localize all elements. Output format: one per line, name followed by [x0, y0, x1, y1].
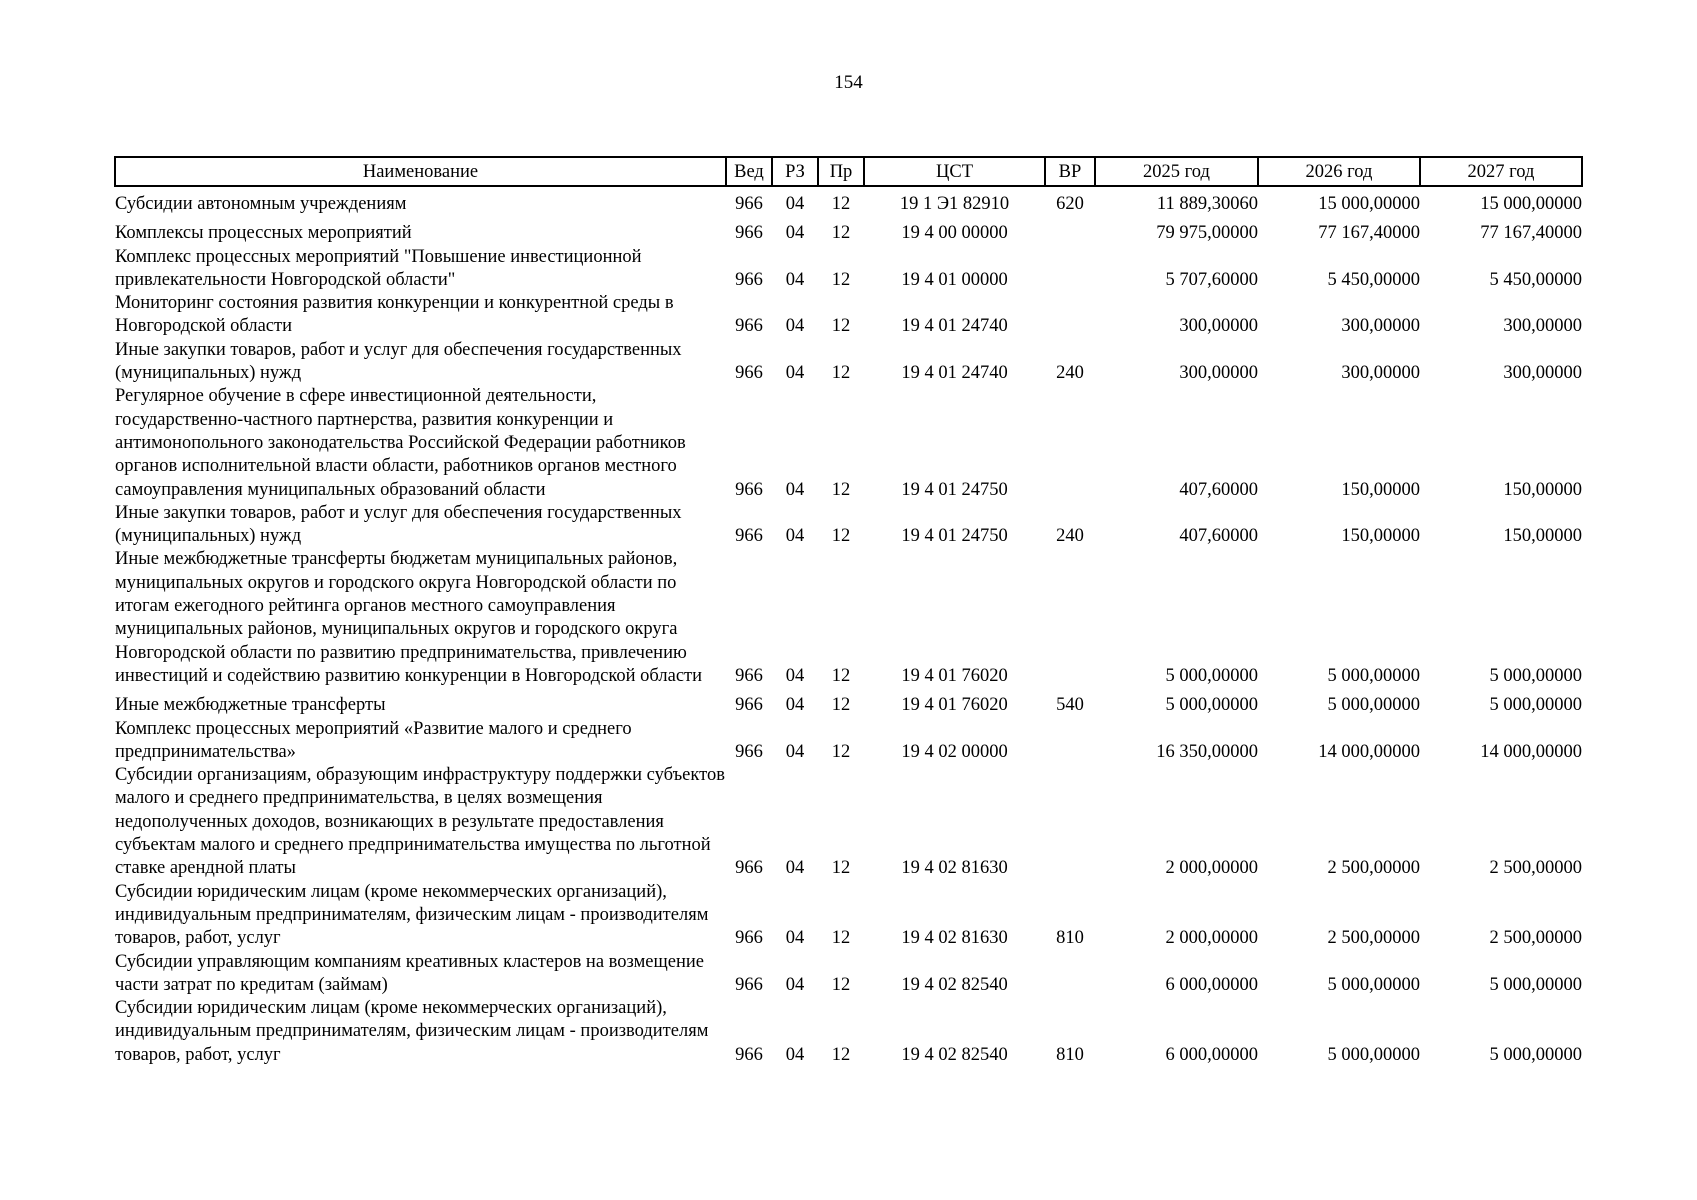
table-row — [115, 339, 1582, 386]
row-cst: 19 4 01 00000 — [901, 269, 1008, 290]
row-2027: 14 000,00000 — [1480, 741, 1582, 762]
row-name: Мониторинг состояния развития конкуренции и конкурентной среды в Новгородской области — [115, 293, 674, 337]
row-2025: 5 707,60000 — [1165, 269, 1258, 290]
col-header-ved: Вед — [726, 157, 772, 186]
row-rz: 04 — [785, 695, 805, 716]
row-pr: 12 — [831, 665, 851, 686]
row-name: Субсидии управляющим компаниям креативных кластеров на возмещение части затрат по кредитам (займам) — [115, 951, 704, 995]
row-name: Регулярное обучение в сфере инвестиционной деятельности, государственно-частного партнерства, развития конкуренции и антимонопольного законодательства Российской Федерации работников органов исполнительной власти области, работников органов местного самоуправления муниципальных образований области — [115, 386, 686, 500]
row-cst: 19 4 01 24750 — [901, 479, 1008, 500]
col-header-2025: 2025 год — [1095, 157, 1258, 186]
row-rz: 04 — [785, 665, 805, 686]
row-name: Иные закупки товаров, работ и услуг для обеспечения государственных (муниципальных) нужд — [115, 502, 682, 547]
row-2027: 5 450,00000 — [1489, 269, 1582, 290]
row-2027: 300,00000 — [1503, 363, 1582, 384]
row-name: Субсидии юридическим лицам (кроме некоммерческих организаций), индивидуальным предпринимателям, физическим лицам - производителям товаров, работ, услуг — [115, 881, 709, 949]
row-2026: 14 000,00000 — [1318, 741, 1420, 762]
row-ved: 966 — [735, 269, 763, 290]
row-ved: 966 — [735, 858, 763, 879]
row-rz: 04 — [785, 363, 805, 384]
table-row — [115, 216, 1582, 245]
table-row — [115, 688, 1582, 717]
row-name: Комплекс процессных мероприятий "Повышение инвестиционной привлекательности Новгородской области" — [115, 246, 642, 290]
row-vr: 540 — [1056, 695, 1084, 716]
row-ved: 966 — [735, 363, 763, 384]
row-name: Иные закупки товаров, работ и услуг для обеспечения государственных (муниципальных) нужд — [115, 339, 682, 384]
row-rz: 04 — [785, 1044, 805, 1065]
row-name: Субсидии автономным учреждениям — [115, 194, 407, 214]
budget-table — [114, 156, 1583, 1067]
row-pr: 12 — [831, 316, 851, 337]
row-2027: 2 500,00000 — [1489, 928, 1582, 949]
row-rz: 04 — [785, 928, 805, 949]
row-ved: 966 — [735, 526, 763, 547]
row-pr: 12 — [831, 741, 851, 762]
row-vr — [1045, 764, 1095, 880]
row-2026: 300,00000 — [1341, 316, 1420, 337]
table-row — [115, 502, 1582, 549]
row-vr — [1045, 292, 1095, 339]
row-name: Иные межбюджетные трансферты бюджетам муниципальных районов, муниципальных округов и городского округа Новгородской области по итогам ежегодного рейтинга органов местного самоуправления муниципальных районов, муниципальных округов и городского округа Новгородской области по развитию предпринимательства, привлечению инвестиций и содействию развитию конкуренции в Новгородской области — [115, 549, 703, 686]
row-2025: 6 000,00000 — [1165, 974, 1258, 995]
row-cst: 19 4 02 81630 — [901, 858, 1008, 879]
row-2025: 16 350,00000 — [1156, 741, 1258, 762]
col-header-vr: ВР — [1045, 157, 1095, 186]
row-rz: 04 — [785, 858, 805, 879]
row-pr: 12 — [831, 695, 851, 716]
row-vr — [1045, 718, 1095, 765]
row-pr: 12 — [831, 223, 851, 244]
row-vr — [1045, 951, 1095, 998]
row-rz: 04 — [785, 223, 805, 244]
row-2025: 79 975,00000 — [1156, 223, 1258, 244]
row-ved: 966 — [735, 194, 763, 214]
row-2025: 2 000,00000 — [1165, 858, 1258, 879]
row-cst: 19 4 01 24750 — [901, 526, 1008, 547]
row-2026: 5 000,00000 — [1327, 695, 1420, 716]
row-2026: 150,00000 — [1341, 526, 1420, 547]
row-vr — [1045, 246, 1095, 293]
row-2025: 2 000,00000 — [1165, 928, 1258, 949]
row-2027: 300,00000 — [1503, 316, 1582, 337]
row-2027: 15 000,00000 — [1480, 194, 1582, 214]
row-rz: 04 — [785, 479, 805, 500]
row-2025: 300,00000 — [1179, 316, 1258, 337]
row-vr — [1045, 548, 1095, 688]
row-vr: 810 — [1056, 1044, 1084, 1065]
row-pr: 12 — [831, 858, 851, 879]
row-2026: 5 000,00000 — [1327, 665, 1420, 686]
row-cst: 19 4 02 81630 — [901, 928, 1008, 949]
row-2027: 150,00000 — [1503, 526, 1582, 547]
row-2027: 77 167,40000 — [1480, 223, 1582, 244]
row-pr: 12 — [831, 269, 851, 290]
row-vr — [1045, 216, 1095, 245]
row-2026: 150,00000 — [1341, 479, 1420, 500]
col-header-pr: Пр — [818, 157, 864, 186]
row-vr — [1045, 385, 1095, 501]
row-ved: 966 — [735, 974, 763, 995]
col-header-rz: РЗ — [772, 157, 818, 186]
table-row — [115, 997, 1582, 1067]
row-2025: 5 000,00000 — [1165, 695, 1258, 716]
row-rz: 04 — [785, 741, 805, 762]
row-2026: 5 450,00000 — [1327, 269, 1420, 290]
row-ved: 966 — [735, 1044, 763, 1065]
row-rz: 04 — [785, 269, 805, 290]
row-vr: 810 — [1056, 928, 1084, 949]
row-cst: 19 4 01 24740 — [901, 316, 1008, 337]
row-2027: 5 000,00000 — [1489, 665, 1582, 686]
table-row — [115, 385, 1582, 501]
table-row — [115, 246, 1582, 293]
row-rz: 04 — [785, 974, 805, 995]
row-name: Субсидии организациям, образующим инфраструктуру поддержки субъектов малого и среднего предпринимательства, в целях возмещения недополученных доходов, возникающих в результате предоставления субъектам малого и среднего предпринимательства имущества по льготной ставке арендной платы — [115, 765, 725, 879]
table-row — [115, 548, 1582, 688]
row-cst: 19 4 01 24740 — [901, 363, 1008, 384]
row-rz: 04 — [785, 194, 805, 214]
row-ved: 966 — [735, 741, 763, 762]
row-2027: 5 000,00000 — [1489, 1044, 1582, 1065]
row-ved: 966 — [735, 479, 763, 500]
row-pr: 12 — [831, 194, 851, 214]
row-cst: 19 4 02 82540 — [901, 1044, 1008, 1065]
row-vr: 240 — [1056, 526, 1084, 547]
row-pr: 12 — [831, 363, 851, 384]
row-2027: 5 000,00000 — [1489, 695, 1582, 716]
row-ved: 966 — [735, 223, 763, 244]
col-header-2026: 2026 год — [1258, 157, 1420, 186]
row-name: Комплексы процессных мероприятий — [115, 223, 412, 244]
col-header-cst: ЦСТ — [864, 157, 1045, 186]
row-cst: 19 4 01 76020 — [901, 695, 1008, 716]
row-2027: 2 500,00000 — [1489, 858, 1582, 879]
row-vr: 620 — [1056, 194, 1084, 214]
row-rz: 04 — [785, 316, 805, 337]
row-pr: 12 — [831, 1044, 851, 1065]
table-row — [115, 764, 1582, 880]
row-2026: 5 000,00000 — [1327, 1044, 1420, 1065]
row-2025: 407,60000 — [1179, 526, 1258, 547]
row-2027: 5 000,00000 — [1489, 974, 1582, 995]
col-header-name: Наименование — [115, 157, 726, 186]
row-vr: 240 — [1056, 363, 1084, 384]
table-header-row — [115, 157, 1582, 186]
table-row — [115, 718, 1582, 765]
row-ved: 966 — [735, 665, 763, 686]
row-pr: 12 — [831, 526, 851, 547]
row-2026: 77 167,40000 — [1318, 223, 1420, 244]
col-header-2027: 2027 год — [1420, 157, 1582, 186]
row-cst: 19 4 02 82540 — [901, 974, 1008, 995]
table-row — [115, 186, 1582, 216]
row-2025: 11 889,30060 — [1156, 194, 1258, 214]
row-2026: 15 000,00000 — [1318, 194, 1420, 214]
row-rz: 04 — [785, 526, 805, 547]
row-2026: 2 500,00000 — [1327, 928, 1420, 949]
row-2026: 2 500,00000 — [1327, 858, 1420, 879]
row-ved: 966 — [735, 928, 763, 949]
row-2025: 6 000,00000 — [1165, 1044, 1258, 1065]
table-row — [115, 951, 1582, 998]
row-cst: 19 4 01 76020 — [901, 665, 1008, 686]
row-ved: 966 — [735, 316, 763, 337]
row-cst: 19 1 Э1 82910 — [899, 194, 1010, 214]
row-2026: 5 000,00000 — [1327, 974, 1420, 995]
row-pr: 12 — [831, 479, 851, 500]
table-row — [115, 292, 1582, 339]
row-2026: 300,00000 — [1341, 363, 1420, 384]
row-pr: 12 — [831, 928, 851, 949]
row-name: Субсидии юридическим лицам (кроме некоммерческих организаций), индивидуальным предпринимателям, физическим лицам - производителям товаров, работ, услуг — [115, 998, 709, 1065]
row-name: Иные межбюджетные трансферты — [115, 695, 386, 716]
row-cst: 19 4 02 00000 — [901, 741, 1008, 762]
row-2025: 5 000,00000 — [1165, 665, 1258, 686]
row-ved: 966 — [735, 695, 763, 716]
row-2025: 300,00000 — [1179, 363, 1258, 384]
row-2025: 407,60000 — [1179, 479, 1258, 500]
table-row — [115, 881, 1582, 951]
row-pr: 12 — [831, 974, 851, 995]
row-cst: 19 4 00 00000 — [901, 223, 1008, 244]
row-name: Комплекс процессных мероприятий «Развитие малого и среднего предпринимательства» — [115, 718, 632, 762]
row-2027: 150,00000 — [1503, 479, 1582, 500]
page-number: 154 — [834, 72, 863, 93]
